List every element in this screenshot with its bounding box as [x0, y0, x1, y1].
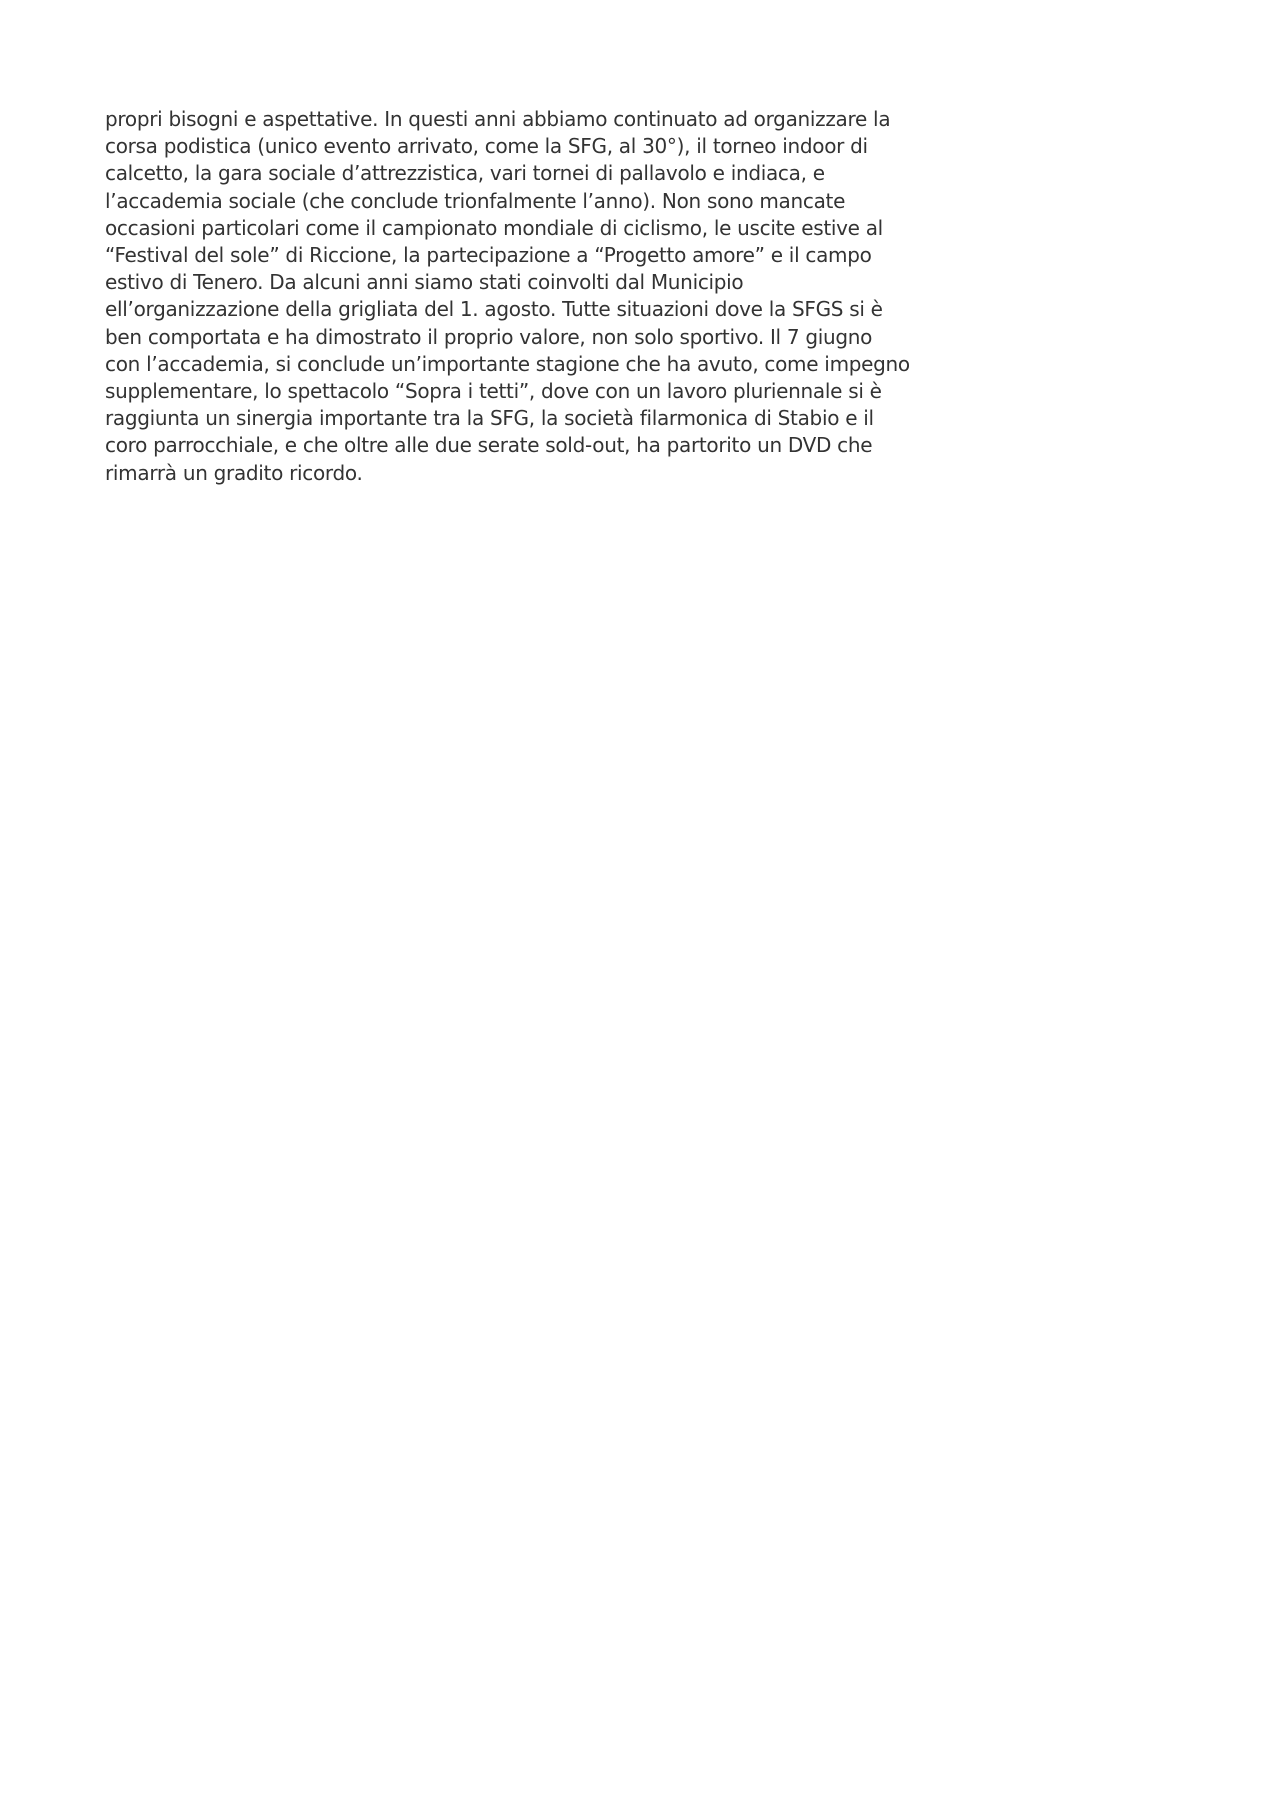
paragraph-line: calcetto, la gara sociale d’attrezzistica, vari tornei di pallavolo e indiaca, e [105, 161, 825, 186]
paragraph-line: “Festival del sole” di Riccione, la partecipazione a “Progetto amore” e il campo [105, 243, 872, 268]
paragraph-line: estivo di Tenero. Da alcuni anni siamo stati coinvolti dal Municipio [105, 270, 744, 295]
paragraph-line: con l’accademia, si conclude un’importante stagione che ha avuto, come impegno [105, 351, 910, 376]
paragraph-line: coro parrocchiale, e che oltre alle due serate sold-out, ha partorito un DVD che [105, 433, 873, 458]
paragraph-line: l’accademia sociale (che conclude trionfalmente l’anno). Non sono mancate [105, 188, 846, 213]
paragraph-line: corsa podistica (unico evento arrivato, come la SFG, al 30°), il torneo indoor di [105, 134, 868, 159]
paragraph [105, 106, 1105, 487]
paragraph-line: raggiunta un sinergia importante tra la SFG, la società filarmonica di Stabio e il [105, 406, 874, 431]
paragraph-line: rimarrà un gradito ricordo. [105, 460, 363, 485]
paragraph-line: ell’organizzazione della grigliata del 1. agosto. Tutte situazioni dove la SFGS si è [105, 297, 883, 322]
paragraph-line: propri bisogni e aspettative. In questi anni abbiamo continuato ad organizzare la [105, 107, 891, 131]
paragraph-line: ben comportata e ha dimostrato il proprio valore, non solo sportivo. Il 7 giugno [105, 324, 873, 349]
paragraph-line: supplementare, lo spettacolo “Sopra i tetti”, dove con un lavoro pluriennale si è [105, 379, 882, 404]
paragraph-line: occasioni particolari come il campionato mondiale di ciclismo, le uscite estive al [105, 215, 883, 240]
